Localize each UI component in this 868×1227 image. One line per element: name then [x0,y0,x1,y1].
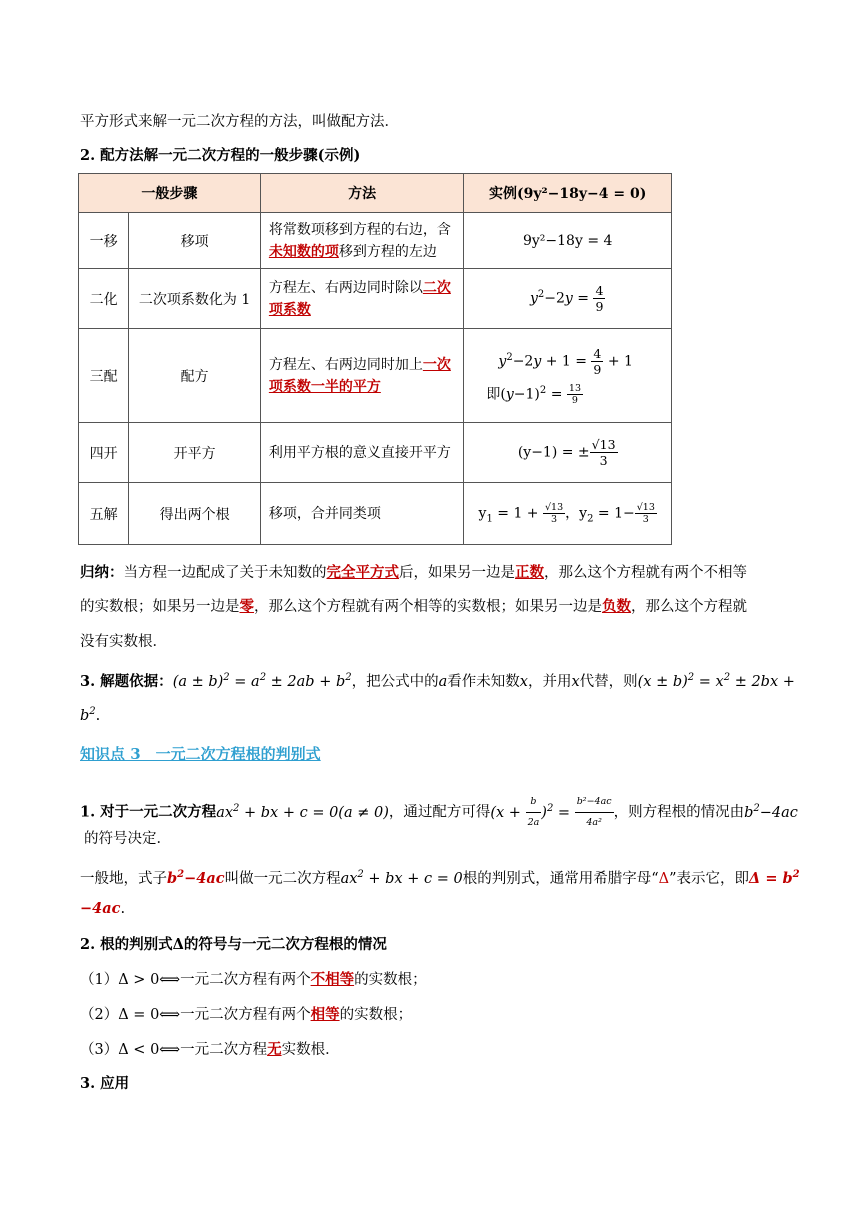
row-example: $y^2-2y + 1$ = $\frac{4}{9}$ + 1 即$(y-1)^2$ = $\frac{13}{9}$ [464,329,672,423]
header-method: 方法 [260,174,464,213]
case-1: （1）Δ > 0⟺一元二次方程有两个不相等的实数根； [80,971,427,988]
table-row [79,329,672,423]
steps-table [78,173,672,545]
case-3: （3）Δ < 0⟺一元二次方程无实数根． [80,1041,340,1058]
row-example: 9y²−18y = 4 [464,213,672,269]
basis-line-1: 3. 解题依据：$(a \pm b)^2 = a^2 \pm 2ab + b^2$，把公式中的a看作未知数x，并用x代替，则$(x \pm b)^2 = x^2 \pm 2bx$ + [80,672,795,690]
table-row [79,269,672,329]
table-row [79,423,672,483]
row-num: 五解 [79,483,129,545]
row-method: 将常数项移到方程的右边，含未知数的项移到方程的左边 [260,213,464,269]
disc-line-3: 一般地，式子$b^2-4ac$叫做一元二次方程$ax^2$ + bx + c = 0根的判别式，通常用希腊字母“Δ”表示它，即$\Delta = b^2$ [80,869,800,887]
header-steps: 一般步骤 [79,174,261,213]
summary-line-3: 没有实数根． [80,634,167,650]
disc-line-4: −4ac. [80,900,126,917]
row-num: 一移 [79,213,129,269]
row-method: 利用平方根的意义直接开平方 [260,423,464,483]
row-step: 开平方 [129,423,261,483]
kp3-title: 知识点 3 一元二次方程根的判别式 [80,745,321,763]
basis-line-2: $b^2$. [80,706,101,724]
disc-line-2: 的符号决定． [84,831,171,847]
row-method: 移项，合并同类项 [260,483,464,545]
row-num: 二化 [79,269,129,329]
disc-line-1: 1. 对于一元二次方程$ax^2$ + bx + c = 0(a ≠ 0)，通过配方可得(x + $\frac{b}{2a}$ )$^2$ = $\frac{\text{b²−4ac}}{\text{4a²}}$ ，则方程根的情况由$b^2-4ac$ [80,792,798,833]
row-method: 方程左、右两边同时加上一次项系数一半的平方 [260,329,464,423]
row-example: $y^2-2y$ = $\frac{4}{9}$ [464,269,672,329]
row-step: 得出两个根 [129,483,261,545]
case-2: （2）Δ = 0⟺一元二次方程有两个相等的实数根； [80,1006,413,1023]
row-step: 移项 [129,213,261,269]
table-row [79,483,672,545]
row-num: 三配 [79,329,129,423]
intro-line: 平方形式来解一元二次方程的方法，叫做配方法． [80,114,399,130]
row-example: (y−1) = ± $\frac{√13}{3}$ [464,423,672,483]
header-example: 实例(9y²−18y−4 = 0) [464,174,672,213]
table-row [79,213,672,269]
summary-line-1: 归纳：当方程一边配成了关于未知数的完全平方式后，如果另一边是正数，那么这个方程就有两个不相等 [80,564,747,581]
row-step: 二次项系数化为 1 [129,269,261,329]
disc-sec3-title: 3. 应用 [80,1075,130,1092]
row-method: 方程左、右两边同时除以二次项系数 [260,269,464,329]
row-step: 配方 [129,329,261,423]
row-num: 四开 [79,423,129,483]
row-example: $y_1 = 1$ + $\frac{√13}{3}$ ，$y_2 = 1-$ $\frac{√13}{3}$ [464,483,672,545]
table-header-row [79,174,672,213]
disc-sec2-title: 2. 根的判别式Δ的符号与一元二次方程根的情况 [80,936,387,953]
summary-line-2: 的实数根；如果另一边是零，那么这个方程就有两个相等的实数根；如果另一边是负数，那么这个方程就 [80,598,747,615]
section2-title: 2. 配方法解一元二次方程的一般步骤(示例) [80,147,361,164]
